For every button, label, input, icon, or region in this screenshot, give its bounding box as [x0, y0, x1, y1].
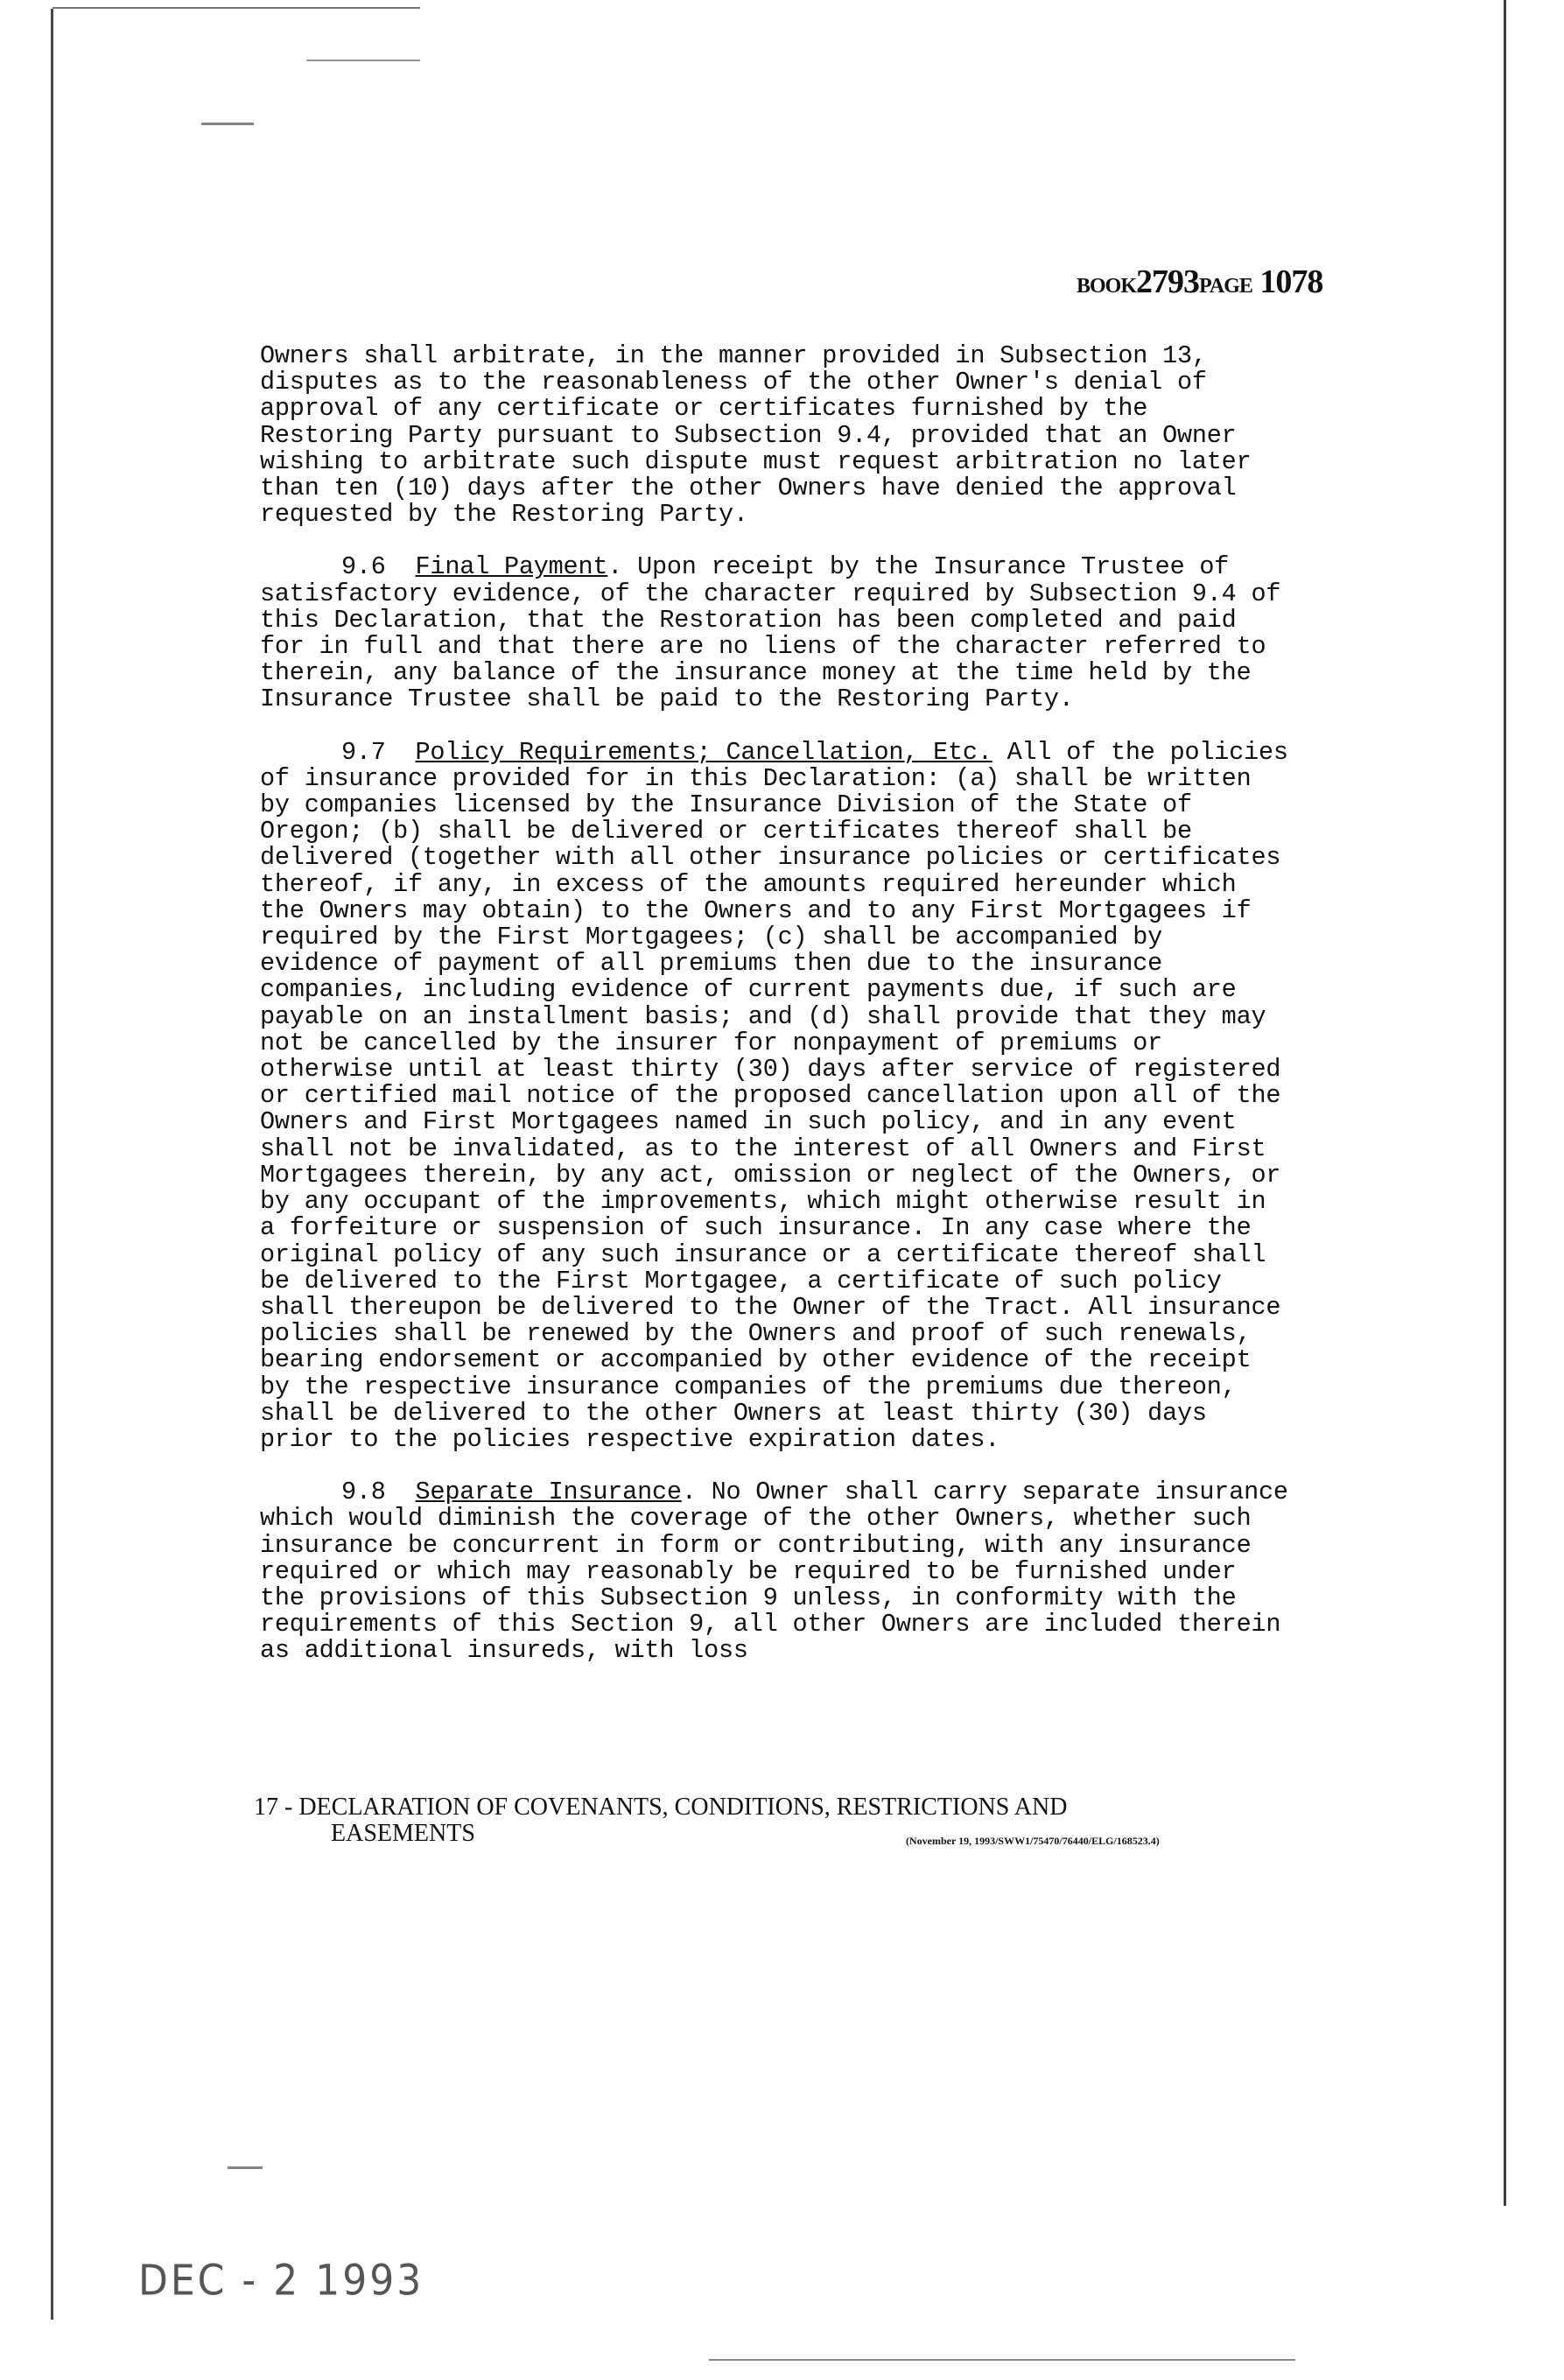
paragraph-9-8 — [260, 1479, 1293, 1664]
paragraph-continuation — [260, 343, 1293, 528]
scan-speck — [228, 2166, 263, 2169]
book-page-reference — [1077, 263, 1322, 301]
scan-speck — [201, 123, 254, 125]
section-heading: Separate Insurance — [415, 1478, 682, 1507]
footer-title-line-1: DECLARATION OF COVENANTS, CONDITIONS, RESTRICTIONS AND — [298, 1794, 1068, 1821]
book-label: BOOK — [1077, 275, 1137, 298]
paragraph-text: Owners shall arbitrate, in the manner provided in Subsection 13, disputes as to the reasonableness of the other Owner's denial of approval of any certificate or certificates furnished by the Restoring Party pursuant to Subsection 9.4, provided that an Owner wishing to arbitrate such dispute must request arbitration no later than ten (10) days after the other Owners have denied the approval requested by the Restoring Party. — [260, 341, 1252, 530]
book-number: 2793 — [1136, 263, 1200, 300]
footer-line-1 — [254, 1794, 1304, 1821]
section-number: 9.8 — [341, 1478, 386, 1507]
footer-title-line-2: EASEMENTS — [331, 1820, 475, 1847]
section-number: 9.6 — [341, 552, 386, 582]
recording-date-stamp: DEC - 2 1993 — [138, 2256, 424, 2306]
section-number: 9.7 — [341, 737, 386, 767]
paragraph-9-6 — [260, 554, 1293, 713]
top-edge-line — [53, 7, 420, 9]
document-body — [260, 343, 1293, 1691]
page-number: 1078 — [1259, 263, 1323, 300]
paragraph-text: All of the policies of insurance provided for in this Declaration: (a) shall be written by companies licensed by the Insurance Division of the State of Oregon; (b) shall be delivered or certificates thereof shall be delivered (together with all other insurance policies or certificates thereof, if any, in excess of the amounts required hereunder which the Owners may obtain) to the Owners and to any First Mortgagees if required by the First Mortgagees; (c) shall be accompanied by evidence of payment of all premiums then due to the insurance companies, including evidence of current payments due, if such are payable on an installment basis; and (d) shall provide that they may not be cancelled by the insurer for nonpayment of premiums or otherwise until at least thirty (30) days after service of registered or certified mail notice of the proposed cancellation upon all of the Owners and First Mortgagees named in such policy, and in any event shall not be invalidated, as to the interest of all Owners and First Mortgagees therein, by any act, omission or neglect of the Owners, or by any occupant of the improvements, which might otherwise result in a forfeiture or suspension of such insurance. In any case where the original policy of any such insurance or a certificate thereof shall be delivered to the First Mortgagee, a certificate of such policy shall thereupon be delivered to the Owner of the Tract. All insurance policies shall be renewed by the Owners and proof of such renewals, bearing endorsement or accompanied by other evidence of the receipt by the respective insurance companies of the premiums due thereon, shall be delivered to the other Owners at least thirty (30) days prior to the policies respective expiration dates. — [260, 737, 1288, 1454]
footer-page-number: 17 — [254, 1794, 278, 1821]
document-citation: (November 19, 1993/SWW1/75470/76440/ELG/168523.4) — [906, 1835, 1160, 1847]
left-border-line — [51, 9, 53, 2320]
section-heading: Policy Requirements; Cancellation, Etc. — [415, 737, 992, 767]
paragraph-text: . No Owner shall carry separate insurance which would diminish the coverage of the other Owners, whether such insurance be concurrent in form or contributing, with any insurance required or which may reasonably be required to be furnished under the provisions of this Subsection 9 unless, in conformity with the requirements of this Section 9, all other Owners are included therein as additional insureds, with loss — [260, 1478, 1288, 1666]
page-label: PAGE — [1199, 275, 1252, 298]
section-heading: Final Payment — [415, 552, 608, 582]
right-border-line — [1504, 0, 1506, 2206]
footer-separator: - — [284, 1794, 293, 1821]
paragraph-9-7 — [260, 737, 1293, 1454]
paragraph-text: . Upon receipt by the Insurance Trustee of satisfactory evidence, of the character required by Subsection 9.4 of this Declaration, that the Restoration has been completed and paid for in full and that there are no liens of the character referred to therein, any balance of the insurance money at the time held by the Insurance Trustee shall be paid to the Restoring Party. — [260, 552, 1281, 714]
scan-speck — [306, 60, 420, 61]
scan-speck — [709, 2359, 1295, 2361]
